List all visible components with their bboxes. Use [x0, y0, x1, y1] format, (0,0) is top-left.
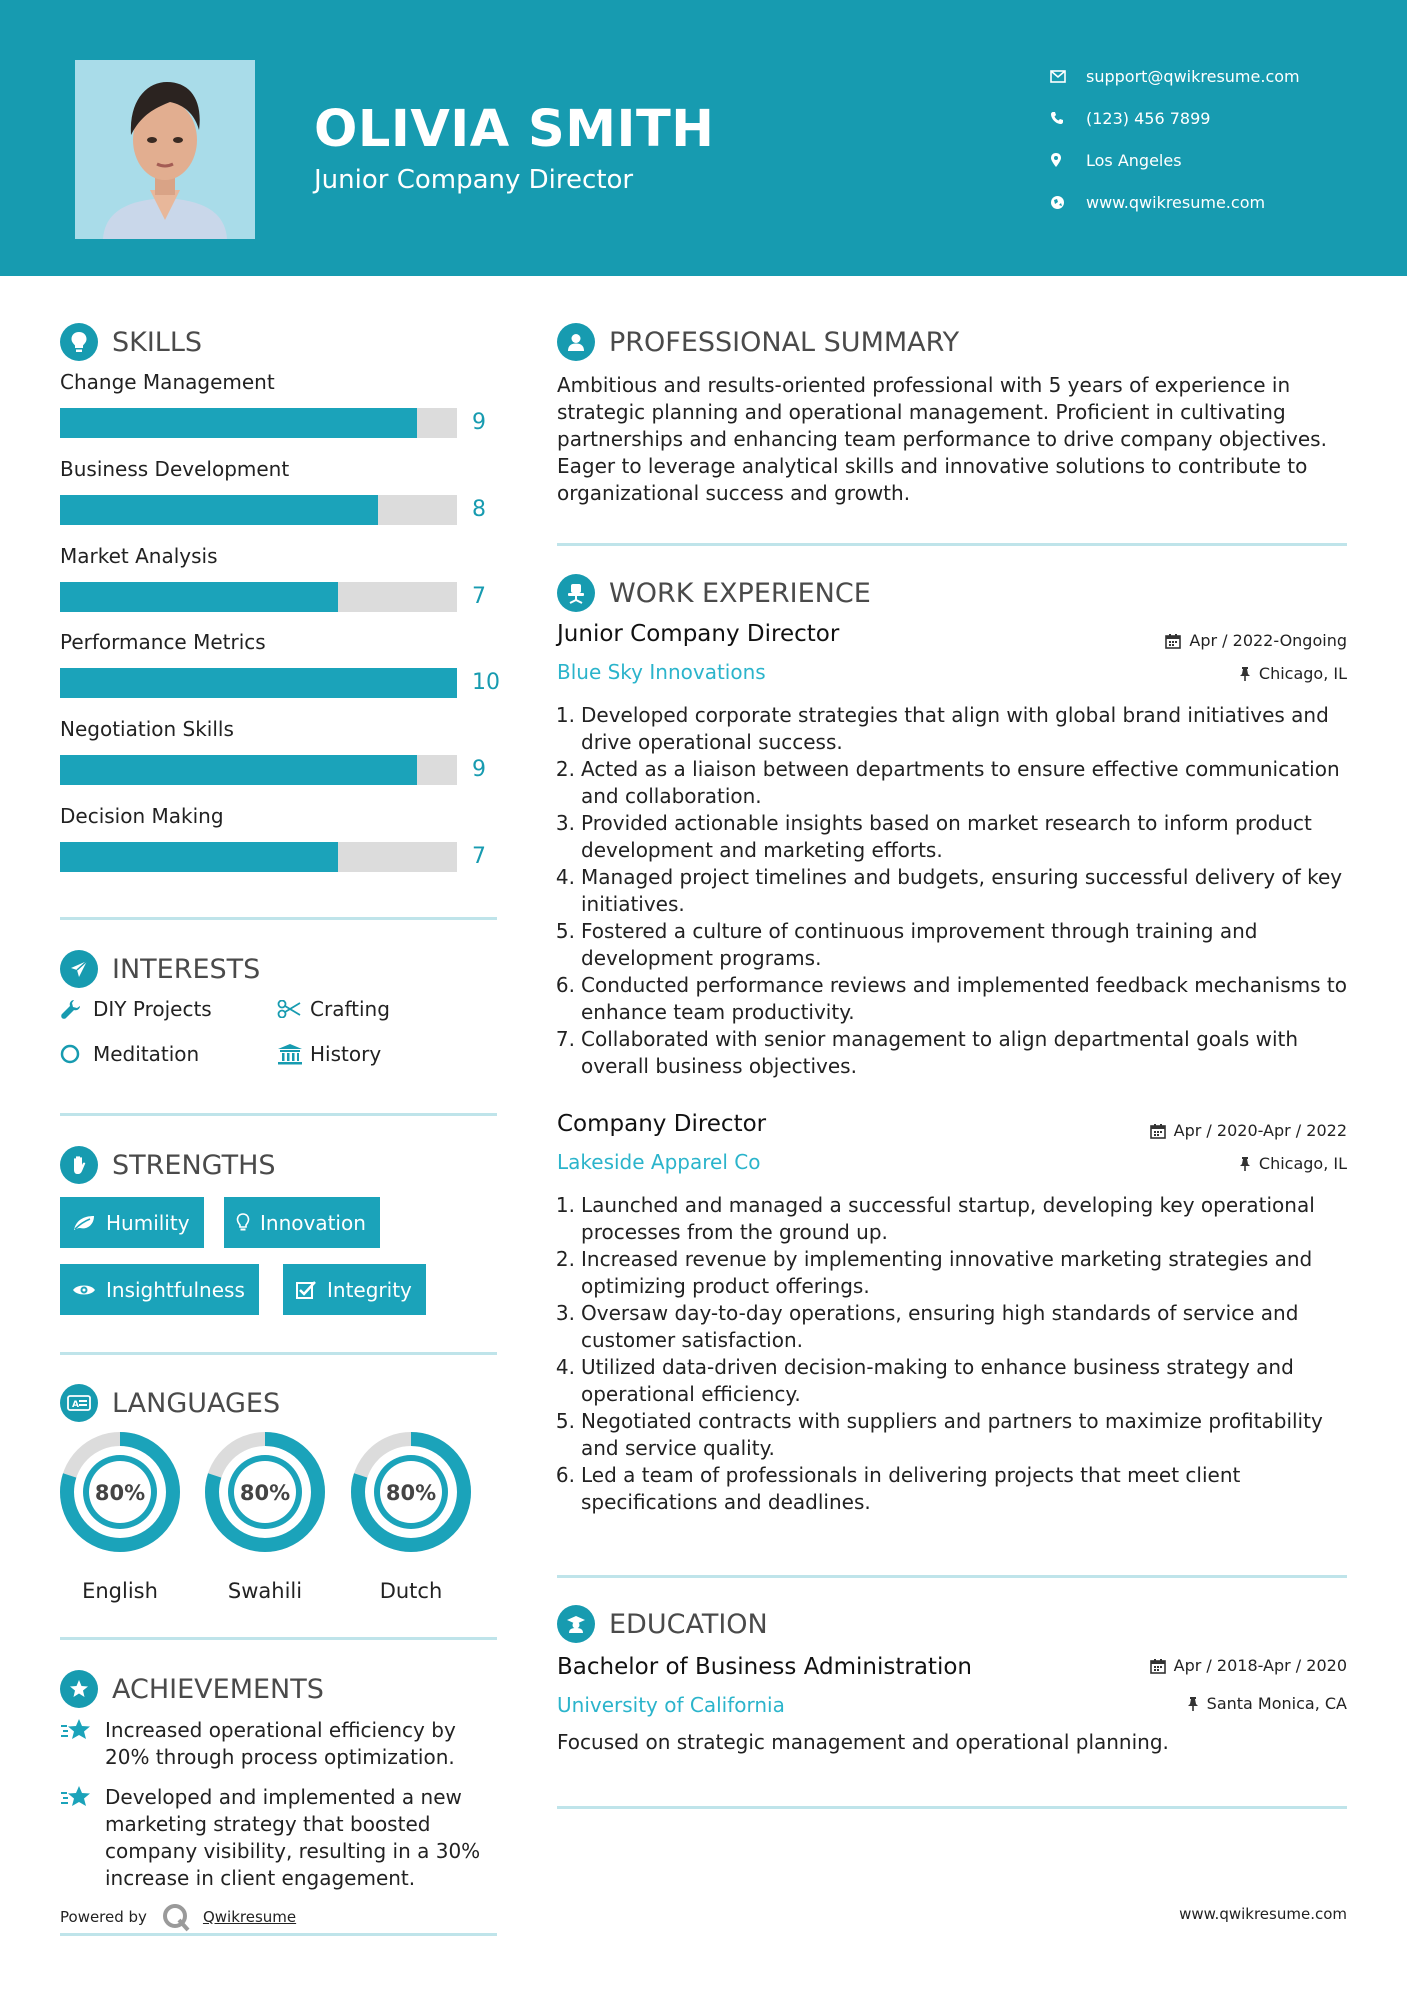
graduate-icon	[557, 1605, 595, 1643]
candidate-name: OLIVIA SMITH	[314, 100, 715, 159]
skill-bar-fill	[60, 842, 338, 872]
job-bullet: 7. Collaborated with senior management to align departmental goals with overall business objectives.	[555, 1027, 1299, 1078]
strength-chip: Insightfulness	[60, 1264, 259, 1315]
svg-text:A: A	[72, 1400, 79, 1410]
section-divider	[557, 1575, 1347, 1578]
check-square-icon	[295, 1280, 317, 1300]
language-item	[350, 1431, 472, 1603]
eye-icon	[72, 1282, 96, 1298]
envelope-icon	[1050, 70, 1086, 83]
qwikresume-link[interactable]: Qwikresume	[202, 1908, 297, 1926]
skill-value: 8	[472, 497, 486, 522]
job-title: Company Director	[557, 1111, 767, 1137]
skill-label: Negotiation Skills	[60, 717, 234, 741]
experience-heading: WORK EXPERIENCE	[557, 574, 871, 612]
contact-location: Los Angeles	[1050, 139, 1300, 181]
language-percent: 80%	[385, 1481, 437, 1505]
skill-bar-track	[60, 495, 457, 525]
languages-heading: A LANGUAGES	[60, 1384, 280, 1422]
job-bullets	[551, 702, 1351, 1080]
section-divider	[557, 1806, 1347, 1809]
section-divider	[60, 1933, 497, 1936]
language-donut	[204, 1431, 326, 1553]
education-date: Apr / 2018-Apr / 2020	[1150, 1656, 1347, 1675]
skill-row	[60, 544, 500, 609]
company-name: Blue Sky Innovations	[557, 660, 766, 684]
skill-bar-fill	[60, 495, 378, 525]
language-label: Swahili	[227, 1579, 303, 1603]
lightbulb-icon	[60, 323, 98, 361]
pushpin-icon	[1239, 666, 1251, 682]
summary-heading: PROFESSIONAL SUMMARY	[557, 323, 959, 361]
leaf-icon	[72, 1214, 96, 1232]
skill-bar-fill	[60, 668, 457, 698]
job-bullet: 3. Provided actionable insights based on market research to inform product development and marketing efforts.	[555, 811, 1312, 862]
skills-heading: SKILLS	[60, 323, 202, 361]
job-bullet: 4. Managed project timelines and budgets, ensuring successful delivery of key initiatives.	[555, 865, 1343, 916]
skill-value: 9	[472, 757, 486, 782]
calendar-icon	[1150, 1123, 1166, 1139]
interest-item: Meditation	[60, 1042, 199, 1066]
job-bullet: 5. Negotiated contracts with suppliers and partners to maximize profitability and service quality.	[555, 1409, 1323, 1460]
skill-bar-fill	[60, 582, 338, 612]
achievement-item	[60, 1784, 500, 1892]
calendar-icon	[1165, 633, 1181, 649]
skill-bar-track	[60, 842, 457, 872]
skill-value: 7	[472, 844, 486, 869]
strengths-heading: STRENGTHS	[60, 1146, 276, 1184]
strength-chip: Innovation	[224, 1197, 380, 1248]
skill-bar-track	[60, 755, 457, 785]
paper-plane-icon	[60, 950, 98, 988]
strength-chip: Humility	[60, 1197, 204, 1248]
interest-item: DIY Projects	[60, 997, 212, 1021]
qwikresume-logo-icon	[161, 1902, 191, 1932]
skill-label: Change Management	[60, 370, 275, 394]
language-item	[59, 1431, 181, 1603]
skill-label: Business Development	[60, 457, 290, 481]
job-date: Apr / 2020-Apr / 2022	[1150, 1121, 1347, 1140]
job-bullets	[551, 1192, 1351, 1516]
star-icon	[60, 1717, 92, 1750]
job-bullet: 6. Led a team of professionals in delivering projects that meet client specifications and deadlines.	[555, 1463, 1241, 1514]
job-title: Junior Company Director	[557, 621, 840, 647]
scissors-icon	[277, 1000, 310, 1018]
job-bullet: 6. Conducted performance reviews and implemented feedback mechanisms to enhance team productivity.	[555, 973, 1347, 1024]
pushpin-icon	[1239, 1156, 1251, 1172]
company-name: Lakeside Apparel Co	[557, 1150, 761, 1174]
contact-website[interactable]: www.qwikresume.com	[1050, 181, 1300, 223]
skill-value: 10	[472, 670, 500, 695]
institution-icon	[277, 1043, 310, 1065]
language-icon	[60, 1384, 98, 1422]
school-name: University of California	[557, 1693, 785, 1717]
calendar-icon	[1150, 1658, 1166, 1674]
office-chair-icon	[557, 574, 595, 612]
phone-icon	[1050, 111, 1086, 125]
achievement-text: Increased operational efficiency by 20% through process optimization.	[105, 1718, 456, 1769]
language-label: English	[82, 1579, 158, 1603]
section-divider	[60, 1352, 497, 1355]
education-description: Focused on strategic management and operational planning.	[557, 1730, 1169, 1754]
summary-text: Ambitious and results-oriented professional with 5 years of experience in strategic planning and operational management. Proficient in cultivating partnerships and enhancing team performance to drive company objectives. Eager to leverage analytical skills and innovative solutions to contribute to organizational success and growth.	[557, 373, 1327, 505]
language-label: Dutch	[379, 1579, 443, 1603]
job-bullet: 1. Developed corporate strategies that align with global brand initiatives and drive operational success.	[555, 703, 1329, 754]
interests-heading: INTERESTS	[60, 950, 260, 988]
section-divider	[557, 543, 1347, 546]
skill-label: Market Analysis	[60, 544, 218, 568]
pushpin-icon	[1187, 1696, 1199, 1712]
language-percent: 80%	[94, 1481, 146, 1505]
star-icon	[60, 1784, 92, 1817]
profile-photo	[75, 60, 255, 239]
skill-bar-track	[60, 668, 457, 698]
job-bullet: 3. Oversaw day-to-day operations, ensuring high standards of service and customer satisfaction.	[555, 1301, 1299, 1352]
skill-bar-fill	[60, 755, 417, 785]
map-pin-icon	[1050, 152, 1086, 168]
job-bullet: 2. Acted as a liaison between departments to ensure effective communication and collaboration.	[555, 757, 1340, 808]
skill-row	[60, 457, 500, 522]
language-donut	[350, 1431, 472, 1553]
skill-row	[60, 370, 500, 435]
circle-icon	[60, 1044, 93, 1064]
strength-chip: Integrity	[283, 1264, 426, 1315]
language-donut	[59, 1431, 181, 1553]
education-location: Santa Monica, CA	[1187, 1694, 1347, 1713]
skill-bar-track	[60, 408, 457, 438]
job-bullet: 2. Increased revenue by implementing innovative marketing strategies and optimizing product offerings.	[555, 1247, 1313, 1298]
job-location: Chicago, IL	[1239, 664, 1347, 683]
education-heading: EDUCATION	[557, 1605, 768, 1643]
skill-bar-fill	[60, 408, 417, 438]
achievement-text: Developed and implemented a new marketing strategy that boosted company visibility, resulting in a 30% increase in client engagement.	[105, 1785, 481, 1890]
contact-phone[interactable]: (123) 456 7899	[1050, 97, 1300, 139]
job-date: Apr / 2022-Ongoing	[1165, 631, 1347, 650]
skill-bar-track	[60, 582, 457, 612]
contact-email[interactable]: support@qwikresume.com	[1050, 55, 1300, 97]
interest-item: History	[277, 1042, 381, 1066]
powered-by: Powered by Qwikresume	[60, 1902, 296, 1932]
section-divider	[60, 1637, 497, 1640]
achievement-item	[60, 1717, 500, 1771]
skill-label: Decision Making	[60, 804, 224, 828]
interest-item: Crafting	[277, 997, 390, 1021]
language-item	[204, 1431, 326, 1603]
star-badge-icon	[60, 1670, 98, 1708]
skill-label: Performance Metrics	[60, 630, 266, 654]
user-icon	[557, 323, 595, 361]
skill-value: 9	[472, 410, 486, 435]
contact-list	[1050, 55, 1300, 223]
footer-website[interactable]: www.qwikresume.com	[1179, 1905, 1347, 1923]
job-bullet: 4. Utilized data-driven decision-making to enhance business strategy and operational efficiency.	[555, 1355, 1294, 1406]
lightbulb-icon	[236, 1213, 250, 1233]
job-location: Chicago, IL	[1239, 1154, 1347, 1173]
skill-value: 7	[472, 584, 486, 609]
achievements-heading: ACHIEVEMENTS	[60, 1670, 324, 1708]
skill-row	[60, 717, 500, 782]
globe-icon	[1050, 195, 1086, 210]
job-bullet: 5. Fostered a culture of continuous improvement through training and development programs.	[555, 919, 1258, 970]
header-banner	[0, 0, 1407, 276]
hand-icon	[60, 1146, 98, 1184]
degree-title: Bachelor of Business Administration	[557, 1654, 972, 1680]
candidate-title: Junior Company Director	[314, 165, 634, 195]
job-bullet: 1. Launched and managed a successful startup, developing key operational processes from the ground up.	[555, 1193, 1315, 1244]
section-divider	[60, 917, 497, 920]
language-percent: 80%	[239, 1481, 291, 1505]
section-divider	[60, 1113, 497, 1116]
skill-row	[60, 630, 500, 695]
skill-row	[60, 804, 500, 869]
wrench-icon	[60, 998, 93, 1020]
